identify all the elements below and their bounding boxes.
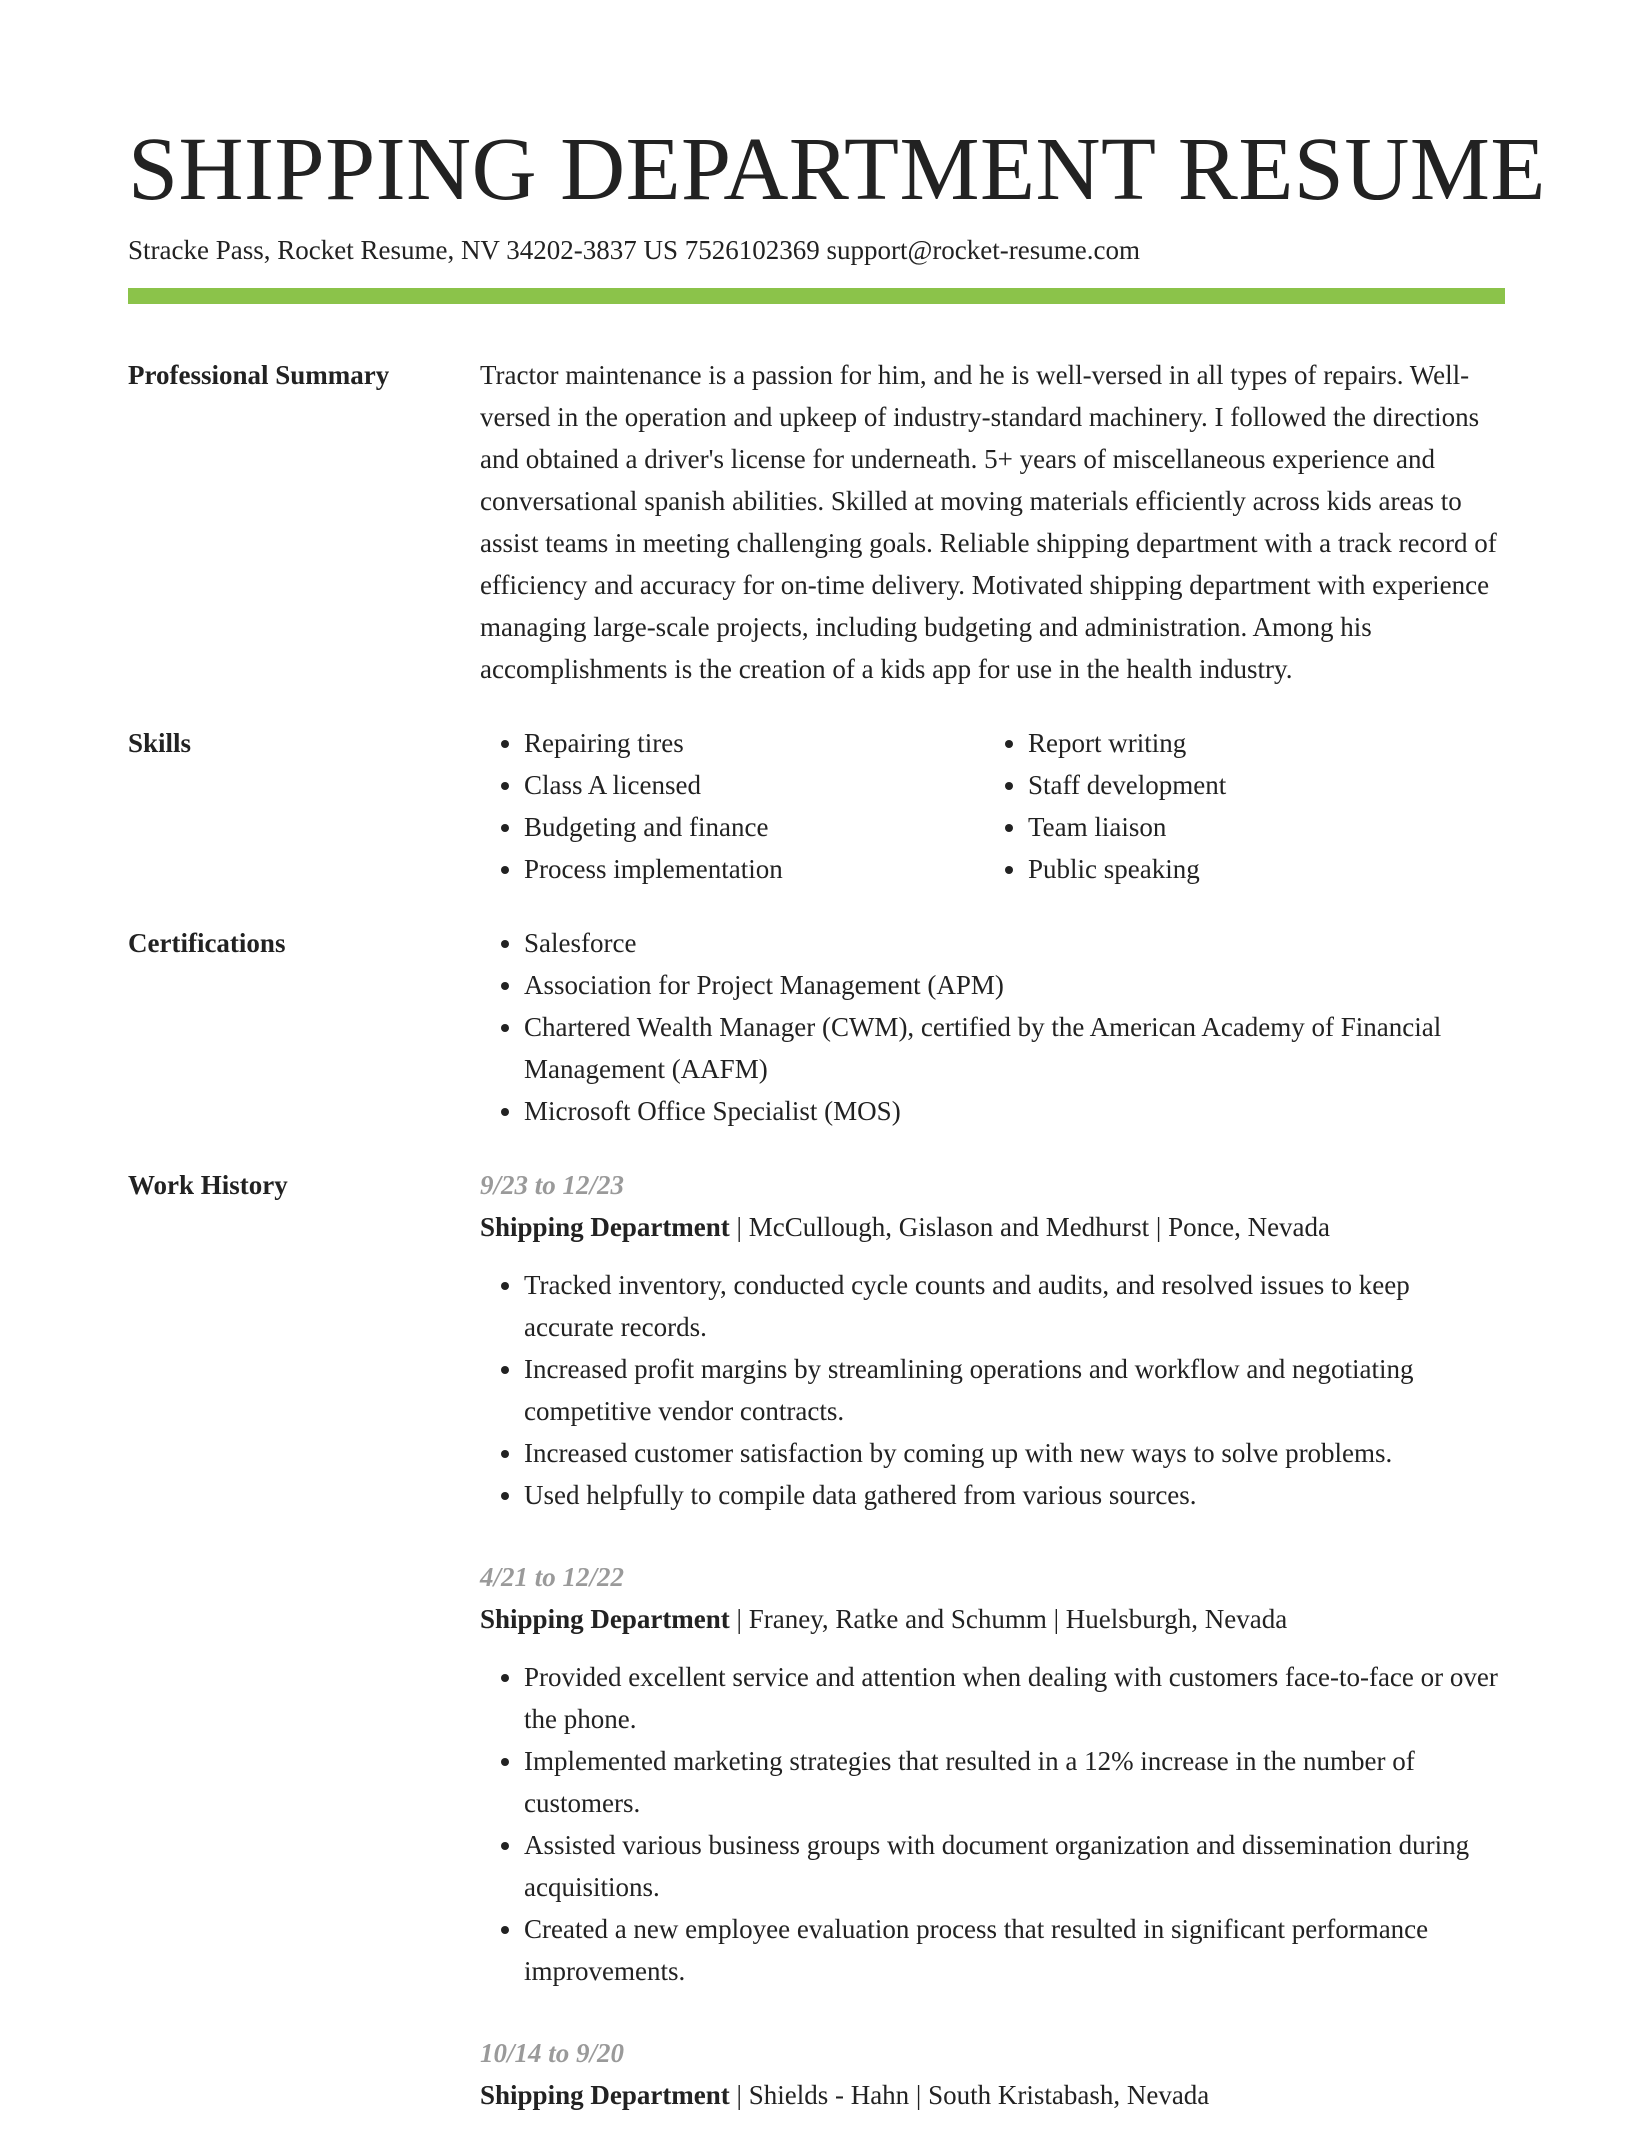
list-item: • Created a new employee evaluation process that resulted in significant performance improvements. xyxy=(524,1908,1505,1992)
resume-page xyxy=(128,118,1546,2156)
list-item: • Process implementation xyxy=(524,848,984,890)
job-entry xyxy=(480,1164,1505,1516)
job-details: | Franey, Ratke and Schumm | Huelsburgh, Nevada xyxy=(729,1604,1288,1634)
job-title: Shipping Department xyxy=(480,1604,730,1634)
list-item: • Report writing xyxy=(1028,722,1488,764)
list-item: • Used helpfully to compile data gathered from various sources. xyxy=(524,1474,1505,1516)
professional-summary-section xyxy=(128,354,1505,690)
job-entry xyxy=(480,2032,1505,2116)
list-item: • Salesforce xyxy=(524,922,1505,964)
list-item: • Staff development xyxy=(1028,764,1488,806)
job-role-line xyxy=(480,1598,1505,1640)
list-item: • Association for Project Management (APM) xyxy=(524,964,1505,1006)
list-item: • Repairing tires xyxy=(524,722,984,764)
list-item: • Implemented marketing strategies that resulted in a 12% increase in the number of customers. xyxy=(524,1740,1505,1824)
skills-column-2 xyxy=(984,722,1488,890)
work-history-section xyxy=(128,1164,1505,2156)
job-bullets xyxy=(480,1264,1505,1516)
job-entry xyxy=(480,1556,1505,1992)
resume-title: SHIPPING DEPARTMENT RESUME xyxy=(128,120,1546,219)
section-label: Certifications xyxy=(128,928,286,958)
section-label: Skills xyxy=(128,728,192,758)
job-details: | Shields - Hahn | South Kristabash, Nevada xyxy=(729,2080,1210,2110)
list-item: • Increased profit margins by streamlining operations and workflow and negotiating competitive vendor contracts. xyxy=(524,1348,1505,1432)
job-title: Shipping Department xyxy=(480,2080,730,2110)
job-details: | McCullough, Gislason and Medhurst | Ponce, Nevada xyxy=(729,1212,1331,1242)
list-item: • Provided excellent service and attention when dealing with customers face-to-face or over the phone. xyxy=(524,1656,1505,1740)
skills-section xyxy=(128,722,1505,890)
skills-grid xyxy=(480,722,1505,890)
list-item: • Class A licensed xyxy=(524,764,984,806)
list-item: • Assisted various business groups with document organization and dissemination during acquisitions. xyxy=(524,1824,1505,1908)
skills-column-1 xyxy=(480,722,984,890)
job-dates: 4/21 to 12/22 xyxy=(480,1562,625,1592)
contact-line: Stracke Pass, Rocket Resume, NV 34202-3837 US 7526102369 support@rocket-resume.com xyxy=(128,235,1140,265)
job-title: Shipping Department xyxy=(480,1212,730,1242)
job-bullets xyxy=(480,1656,1505,1992)
job-role-line xyxy=(480,2074,1505,2116)
accent-divider xyxy=(128,288,1505,304)
section-label: Work History xyxy=(128,1170,288,1200)
list-item: • Budgeting and finance xyxy=(524,806,984,848)
summary-text: Tractor maintenance is a passion for him, and he is well-versed in all types of repairs. Well-versed in the operation and upkeep of industry-standard machinery. I followed the directions and obtained a driver's license for underneath. 5+ years of miscellaneous experience and conversational spanish abilities. Skilled at moving materials efficiently across kids areas to assist teams in meeting challenging goals. Reliable shipping department with a track record of efficiency and accuracy for on-time delivery. Motivated shipping department with experience managing large-scale projects, including budgeting and administration. Among his accomplishments is the creation of a kids app for use in the health industry. xyxy=(480,360,1497,684)
list-item: • Public speaking xyxy=(1028,848,1488,890)
certifications-list xyxy=(480,922,1505,1132)
list-item: • Increased customer satisfaction by coming up with new ways to solve problems. xyxy=(524,1432,1505,1474)
job-dates: 10/14 to 9/20 xyxy=(480,2038,625,2068)
list-item: • Tracked inventory, conducted cycle counts and audits, and resolved issues to keep accurate records. xyxy=(524,1264,1505,1348)
job-dates: 9/23 to 12/23 xyxy=(480,1170,625,1200)
list-item: • Microsoft Office Specialist (MOS) xyxy=(524,1090,1505,1132)
list-item: • Team liaison xyxy=(1028,806,1488,848)
certifications-section xyxy=(128,922,1505,1132)
list-item: • Chartered Wealth Manager (CWM), certified by the American Academy of Financial Management (AAFM) xyxy=(524,1006,1505,1090)
section-label: Professional Summary xyxy=(128,360,390,390)
job-role-line xyxy=(480,1206,1505,1248)
